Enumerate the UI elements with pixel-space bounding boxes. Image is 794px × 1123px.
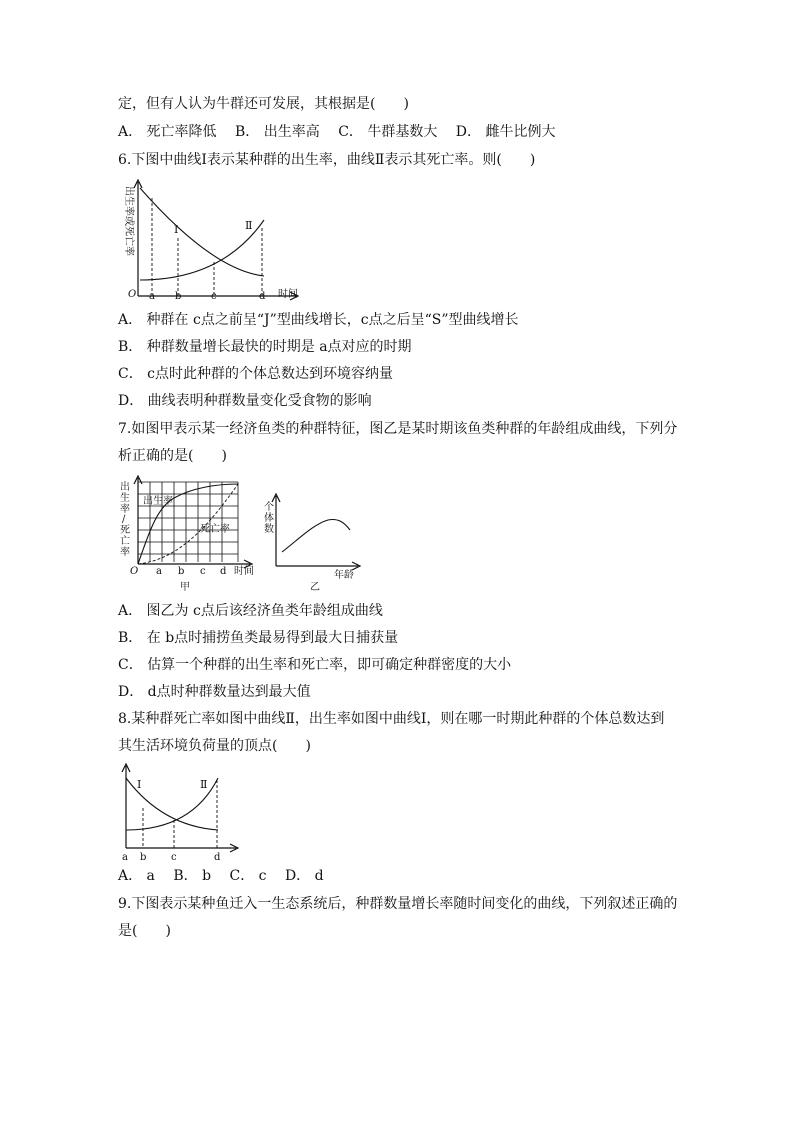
origin-label: O [128, 289, 137, 300]
tick-b: b [178, 566, 185, 577]
q7-stem: 7.如图甲表示某一经济鱼类的种群特征，图乙是某时期该鱼类种群的年龄组成曲线，下列分 [118, 421, 678, 437]
y-char-6: 亡 [120, 536, 130, 547]
q6-figure [112, 178, 312, 306]
q7-option-b: B． 在 b点时捕捞鱼类最易得到最大日捕获量 [118, 630, 399, 646]
tick-c: c [200, 566, 206, 577]
curve-i-label: Ⅰ [137, 778, 142, 791]
tick-d: d [214, 852, 221, 863]
tick-d: d [259, 291, 266, 302]
q5-stem-end: 定，但有人认为牛群还可发展，其根据是( ) [118, 96, 409, 112]
q6-option-d: D． 曲线表明种群数量变化受食物的影响 [118, 393, 372, 409]
tick-a: a [149, 291, 155, 302]
x-axis-label: 年龄 [334, 570, 354, 581]
x-axis-label: 时间 [278, 289, 298, 300]
birth-rate-label: 出生率 [143, 496, 173, 507]
y-char-5: 死 [120, 525, 130, 536]
tick-a: a [122, 852, 128, 863]
tick-c: c [171, 852, 177, 863]
y-char-3: 数 [264, 524, 274, 535]
q6-option-b: B． 种群数量增长最快的时期是 a点对应的时期 [118, 339, 412, 355]
q8-options: A． a B． b C． c D． d [118, 868, 324, 884]
tick-a: a [156, 566, 162, 577]
curve-ii-label: Ⅱ [200, 778, 208, 791]
y-char-2: 生 [120, 493, 130, 504]
tick-d: d [220, 566, 227, 577]
q7-option-d: D． d点时种群数量达到最大值 [118, 684, 311, 700]
y-char-4: / [122, 514, 126, 525]
y-char-2: 体 [264, 513, 274, 524]
q8-figure [116, 764, 246, 864]
q5-options: A． 死亡率降低 B． 出生率高 C． 牛群基数大 D． 雌牛比例大 [118, 124, 556, 140]
q7-option-c: C． 估算一个种群的出生率和死亡率，即可确定种群密度的大小 [118, 657, 512, 673]
origin-label: O [130, 566, 139, 577]
q6-option-c: C． c点时此种群的个体总数达到环境容纳量 [118, 366, 394, 382]
tick-b: b [175, 291, 182, 302]
curve-i [140, 188, 264, 276]
y-char-3: 率 [120, 504, 130, 515]
y-char-7: 率 [120, 547, 130, 558]
q7-figure-b [262, 494, 366, 594]
y-char-1: 个 [264, 502, 274, 513]
y-axis-label: 出生率或死亡率 [123, 186, 134, 256]
tick-c: c [211, 291, 217, 302]
q7-figure-a [116, 476, 266, 594]
curve-ii-label: Ⅱ [245, 219, 253, 232]
q8-stem: 8.某种群死亡率如图中曲线Ⅱ，出生率如图中曲线Ⅰ，则在哪一时期此种群的个体总数达到 [118, 711, 665, 727]
q6-option-a: A． 种群在 c点之前呈“J”型曲线增长，c点之后呈“S”型曲线增长 [118, 312, 519, 328]
y-char-1: 出 [120, 482, 130, 493]
caption-jia: 甲 [180, 582, 190, 593]
x-axis-label: 时间 [234, 566, 254, 577]
death-rate-label: 死亡率 [200, 524, 230, 535]
q7-stem-end: 析正确的是( ) [118, 448, 227, 464]
curve-i-label: Ⅰ [174, 223, 179, 236]
tick-b: b [140, 852, 147, 863]
caption-yi: 乙 [310, 582, 320, 593]
age-curve [282, 519, 350, 552]
q6-stem: 6.下图中曲线Ⅰ表示某种群的出生率，曲线Ⅱ表示其死亡率。则( ) [118, 152, 536, 168]
q9-stem-end: 是( ) [118, 923, 171, 939]
q9-stem: 9.下图表示某种鱼迁入一生态系统后，种群数量增长率随时间变化的曲线，下列叙述正确的 [118, 896, 678, 912]
q8-stem-end: 其生活环境负荷量的顶点( ) [118, 738, 311, 754]
q7-option-a: A． 图乙为 c点后该经济鱼类年龄组成曲线 [118, 603, 383, 619]
